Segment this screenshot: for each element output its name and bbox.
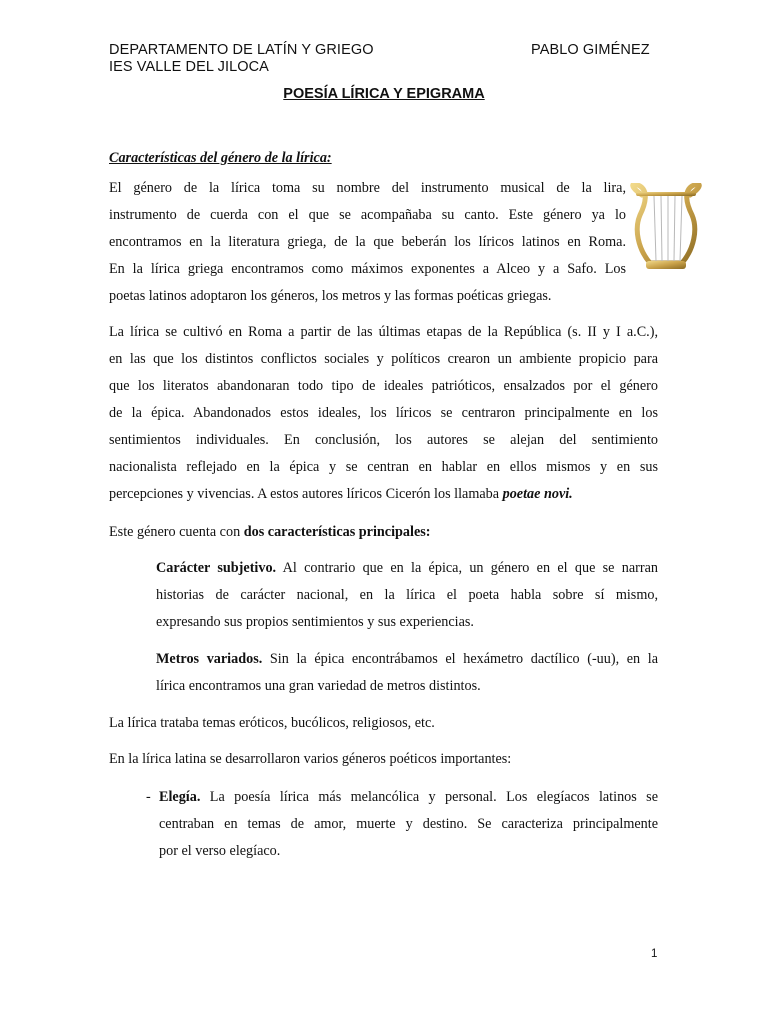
text-line: por el verso elegíaco. [159, 843, 281, 859]
lyre-icon [628, 183, 704, 275]
text-run: La poesía lírica más melancólica y personal. Los elegíacos latinos se [200, 789, 658, 805]
text-line: de la épica. Abandonados estos ideales, los líricos se centraron principalmente en los [109, 405, 658, 421]
text-line: El género de la lírica toma su nombre del instrumento musical de la lira, [109, 180, 626, 196]
text-line: historias de carácter nacional, en la lírica el poeta habla sobre sí mismo, [156, 587, 658, 603]
characteristic-meters [156, 646, 658, 700]
text-line: en las que los distintos conflictos sociales y políticos crearon un ambiente propicio para [109, 351, 658, 367]
emphasis-term: poetae novi. [502, 486, 573, 502]
text-line: poetas latinos adoptaron los géneros, los metros y las formas poéticas griegas. [109, 288, 552, 304]
page-title: POESÍA LÍRICA Y EPIGRAMA [283, 86, 485, 102]
bold-phrase: dos características principales: [243, 524, 431, 540]
school-name: IES VALLE DEL JILOCA [109, 59, 269, 75]
paragraph-history [109, 319, 658, 508]
text-line: lírica encontramos una gran variedad de metros distintos. [156, 678, 481, 694]
text-line: centraban en temas de amor, muerte y destino. Se caracteriza principalmente [159, 816, 658, 832]
text-line [156, 646, 658, 673]
text-line: encontramos en la literatura griega, de la que beberán los líricos latinos en Roma. [109, 234, 626, 250]
section-heading: Características del género de la lírica: [109, 150, 332, 166]
text-run: Al contrario que en la épica, un género en el que se narran [276, 560, 658, 576]
list-item-elegia [159, 784, 658, 865]
list-bullet: - [146, 789, 151, 805]
text-line: La lírica se cultivó en Roma a partir de las últimas etapas de la República (s. II y I a.C.), [109, 324, 658, 340]
header-author: PABLO GIMÉNEZ [531, 42, 650, 58]
text-line: nacionalista reflejado en la épica y se centran en hablar en ellos mismos y en sus [109, 459, 658, 475]
text-line [156, 555, 658, 582]
text-run: Este género cuenta con [109, 524, 244, 540]
term: Elegía. [159, 789, 201, 805]
text-line: sentimientos individuales. En conclusión, los autores se alejan del sentimiento [109, 432, 658, 448]
text-line: expresando sus propios sentimientos y sus experiencias. [156, 614, 474, 630]
text-line [159, 784, 658, 811]
text-run: Sin la épica encontrábamos el hexámetro dactílico (-uu), en la [262, 651, 659, 667]
term: Carácter subjetivo. [156, 560, 277, 576]
term: Metros variados. [156, 651, 263, 667]
text-line: que los literatos abandonaran todo tipo de ideales patrióticos, ensalzados por el género [109, 378, 658, 394]
text-line: instrumento de cuerda con el que se acompañaba su canto. Este género ya lo [109, 207, 626, 223]
paragraph-origin [109, 175, 626, 310]
paragraph-genres-intro [109, 746, 658, 773]
text-line [109, 519, 658, 546]
page-number: 1 [651, 948, 658, 960]
paragraph-themes [109, 710, 658, 737]
text-line: En la lírica latina se desarrollaron varios géneros poéticos importantes: [109, 751, 512, 767]
department-name: DEPARTAMENTO DE LATÍN Y GRIEGO [109, 42, 374, 58]
header-department [109, 42, 374, 76]
text-line: En la lírica griega encontramos como máximos exponentes a Alceo y a Safo. Los [109, 261, 626, 277]
text-run: percepciones y vivencias. A estos autores líricos Cicerón los llamaba [109, 486, 503, 502]
text-line [109, 481, 658, 508]
characteristic-subjective [156, 555, 658, 636]
paragraph-intro-characteristics [109, 519, 658, 546]
text-line: La lírica trataba temas eróticos, bucólicos, religiosos, etc. [109, 715, 435, 731]
